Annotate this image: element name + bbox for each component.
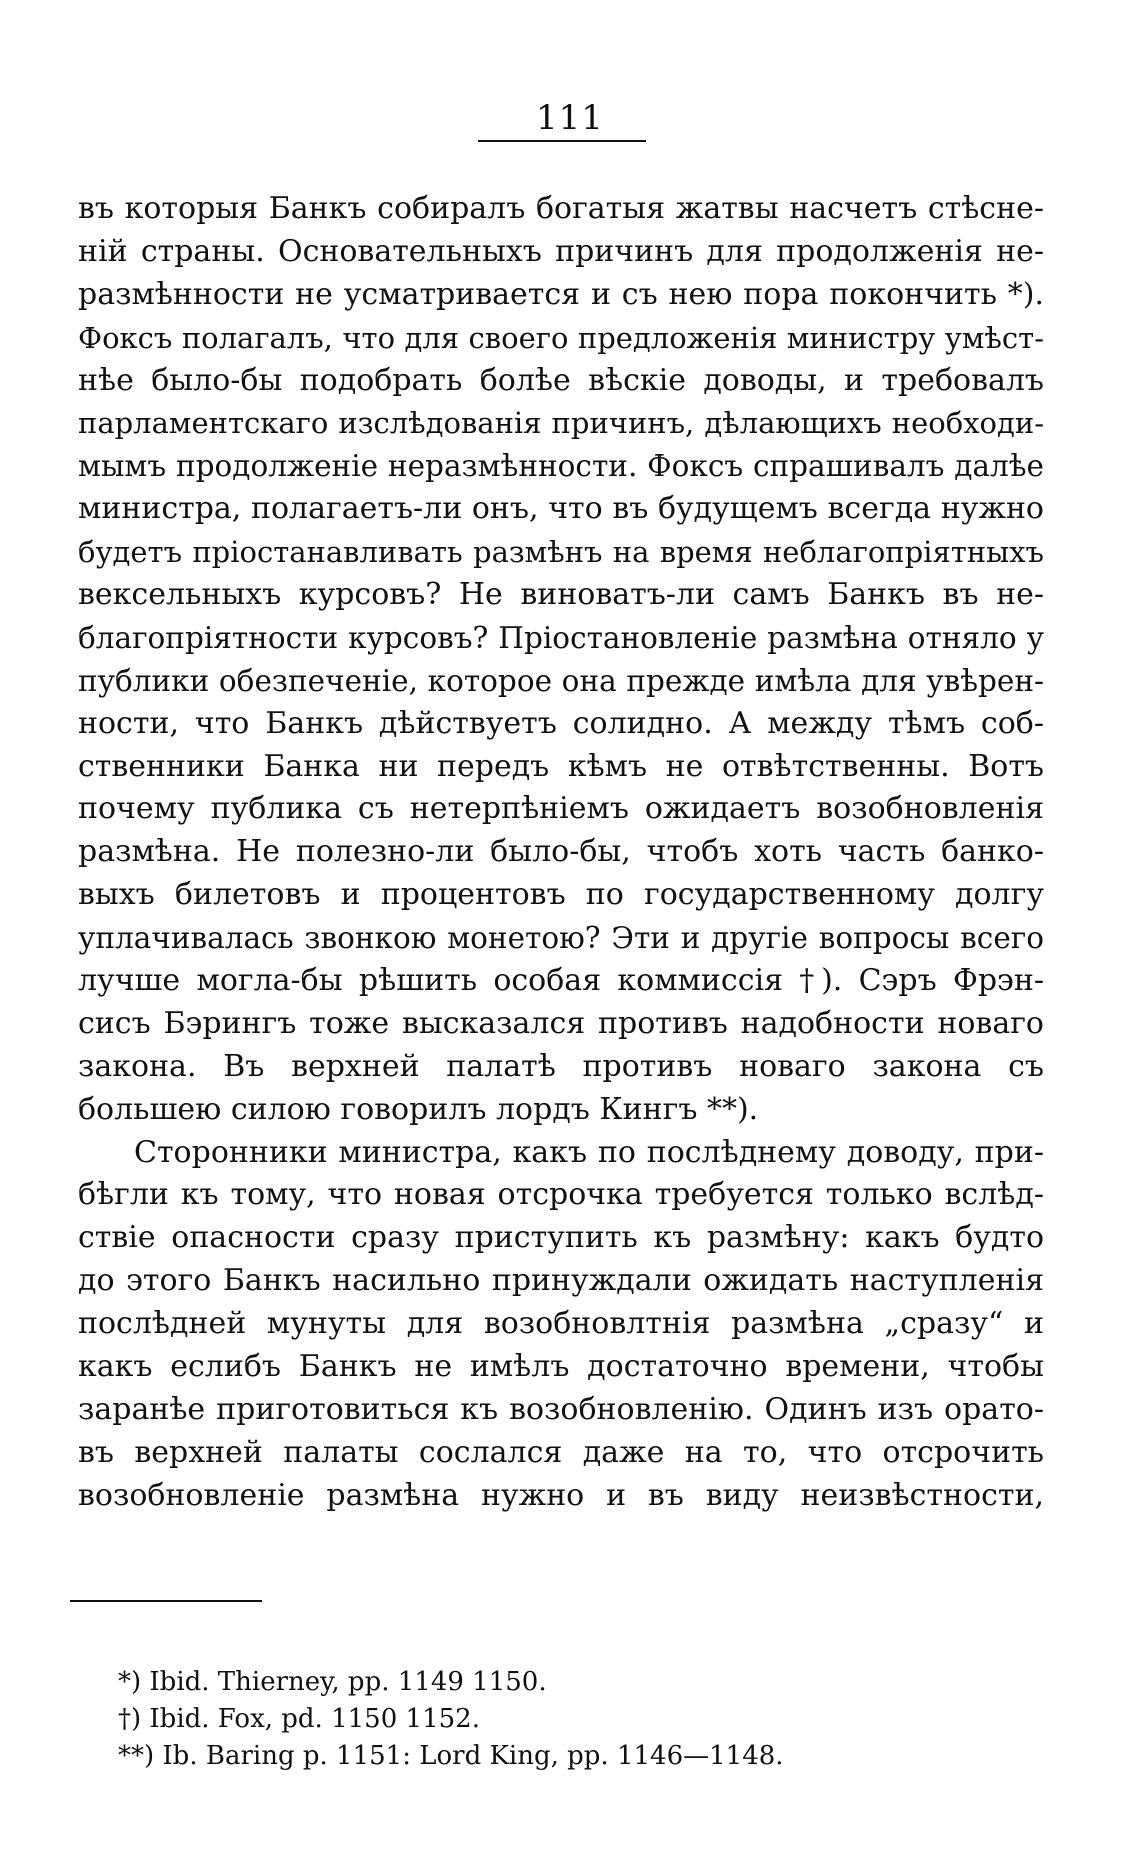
footnotes [118, 1664, 1018, 1775]
footnote: **) Ib. Baring p. 1151: Lord King, pp. 1146—1148. [118, 1741, 784, 1771]
text-line: какъ еслибъ Банкъ не имѣлъ достаточно времени, чтобы [78, 1349, 1044, 1385]
text-line: министра, полагаетъ-ли онъ, что въ будущемъ всегда нужно [78, 491, 1044, 527]
text-line: будетъ пріостанавливать размѣнъ на время неблагопріятныхъ [78, 535, 1044, 570]
text-line: выхъ билетовъ и процентовъ по государственному долгу [78, 877, 1044, 913]
page-number-rule [478, 140, 646, 142]
text-line: закона. Въ верхней палатѣ противъ новаго закона съ [78, 1048, 1044, 1084]
text-line: размѣнности не усматривается и съ нею пора покончить *). [78, 276, 1044, 312]
text-line: въ верхней палаты сослался даже на то, что отсрочить [78, 1434, 1044, 1470]
paragraph-1 [78, 188, 1044, 1132]
paragraph-2 [78, 1132, 1044, 1518]
text-line: публики обезпеченіе, которое она прежде имѣла для увѣрен- [78, 663, 1044, 698]
text-line: ности, что Банкъ дѣйствуетъ солидно. А между тѣмъ соб- [78, 705, 1044, 741]
text-line: ствіе опасности сразу приступить къ размѣну: какъ будто [78, 1220, 1044, 1256]
text-line: почему публика съ нетерпѣніемъ ожидаетъ возобновленія [78, 791, 1044, 827]
footnote: *) Ibid. Thierney, pp. 1149 1150. [118, 1667, 547, 1697]
text-line: размѣна. Не полезно-ли было-бы, чтобъ хоть часть банко- [78, 834, 1044, 870]
text-line: парламентскаго изслѣдованія причинъ, дѣлающихъ необходи- [78, 406, 1044, 441]
text-line: Фоксъ полагалъ, что для своего предложенія министру умѣст- [78, 320, 1044, 355]
text-line: нѣе было-бы подобрать болѣе вѣскіе доводы, и требовалъ [78, 362, 1044, 398]
footnote: †) Ibid. Fox, pd. 1150 1152. [118, 1704, 480, 1734]
text-line: заранѣе приготовиться къ возобновленію. Одинъ изъ орато- [78, 1391, 1044, 1427]
text-line: ственники Банка ни передъ кѣмъ не отвѣтственны. Вотъ [78, 748, 1044, 784]
text-line: послѣдней мунуты для возобновлтнія размѣна „сразу“ и [78, 1306, 1044, 1342]
page-number: 111 [536, 98, 604, 138]
text-line: лучше могла-бы рѣшить особая коммиссія †). Сэръ Фрэн- [78, 963, 1044, 999]
text-line: сисъ Бэрингъ тоже высказался противъ надобности новаго [78, 1005, 1044, 1041]
text-line: Сторонники министра, какъ по послѣднему доводу, при- [134, 1134, 1044, 1170]
text-line: большею силою говорилъ лордъ Кингъ **). [78, 1091, 759, 1127]
text-line: вексельныхъ курсовъ? Не виноватъ-ли самъ Банкъ въ не- [78, 577, 1044, 613]
body-text [78, 188, 1044, 1518]
footnote-rule [70, 1600, 262, 1602]
text-line: мымъ продолженіе неразмѣнности. Фоксъ спрашивалъ далѣе [78, 449, 1044, 484]
text-line: до этого Банкъ насильно принуждали ожидать наступленія [78, 1263, 1044, 1299]
text-line: благопріятности курсовъ? Пріостановленіе размѣна отняло у [78, 620, 1044, 655]
text-line: уплачивалась звонкою монетою? Эти и другіе вопросы всего [78, 921, 1044, 956]
text-line: ній страны. Основательныхъ причинъ для продолженія не- [78, 233, 1044, 269]
text-line: бѣгли къ тому, что новая отсрочка требуется только вслѣд- [78, 1177, 1044, 1213]
text-line: въ которыя Банкъ собиралъ богатыя жатвы насчетъ стѣсне- [78, 191, 1044, 226]
text-line: возобновленіе размѣна нужно и въ виду неизвѣстности, [78, 1477, 1044, 1513]
